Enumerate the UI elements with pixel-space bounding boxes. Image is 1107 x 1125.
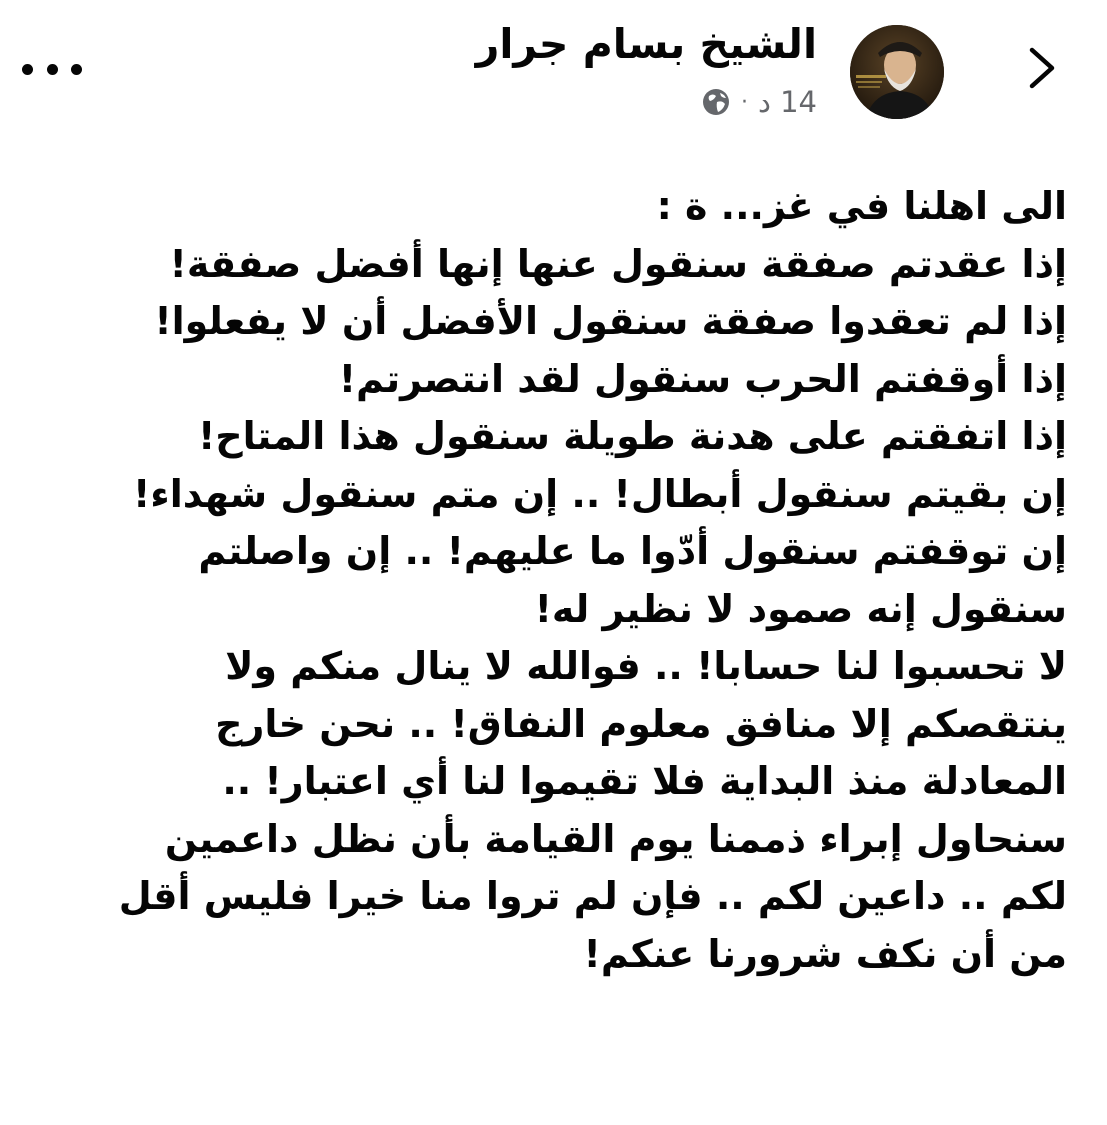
post-line: من أن نكف شرورنا عنكم! bbox=[583, 931, 1067, 976]
post-line: لا تحسبوا لنا حسابا! .. فوالله لا ينال منكم ولا bbox=[225, 644, 1067, 688]
post-meta bbox=[701, 82, 817, 122]
post-line: إن توقفتم سنقول أدّوا ما عليهم! .. إن واصلتم bbox=[198, 529, 1067, 573]
meta-separator: · bbox=[740, 89, 748, 115]
author-name[interactable]: الشيخ بسام جرار bbox=[475, 20, 817, 68]
post-text bbox=[27, 178, 1067, 983]
post-line: إذا عقدتم صفقة سنقول عنها إنها أفضل صفقة! bbox=[169, 241, 1067, 286]
post-time[interactable]: 14 د bbox=[757, 85, 817, 119]
globe-icon bbox=[701, 87, 731, 117]
post-line: إن بقيتم سنقول أبطال! .. إن متم سنقول شهداء! bbox=[132, 471, 1067, 516]
post-line: إذا لم تعقدوا صفقة سنقول الأفضل أن لا يفعلوا! bbox=[154, 299, 1067, 343]
post-line: ينتقصكم إلا منافق معلوم النفاق! .. نحن خارج bbox=[215, 701, 1067, 746]
post-line: سنحاول إبراء ذممنا يوم القيامة بأن نظل داعمين bbox=[164, 816, 1067, 861]
post-line: إذا اتفقتم على هدنة طويلة سنقول هذا المتاح! bbox=[197, 414, 1067, 458]
more-options-button[interactable] bbox=[22, 54, 82, 84]
avatar[interactable] bbox=[850, 25, 944, 119]
post-line: إذا أوقفتم الحرب سنقول لقد انتصرتم! bbox=[338, 356, 1067, 401]
post-line: المعادلة منذ البداية فلا تقيموا لنا أي اعتبار! .. bbox=[222, 759, 1067, 803]
post-line: لكم .. داعين لكم .. فإن لم تروا منا خيرا فليس أقل bbox=[118, 874, 1067, 918]
post-header bbox=[0, 0, 1107, 135]
more-horizontal-icon bbox=[22, 64, 33, 75]
post-line: سنقول إنه صمود لا نظير له! bbox=[534, 586, 1067, 631]
back-button[interactable] bbox=[1012, 38, 1072, 98]
chevron-right-icon bbox=[1022, 44, 1062, 92]
post-line: الى اهلنا في غز... ة : bbox=[656, 184, 1067, 228]
